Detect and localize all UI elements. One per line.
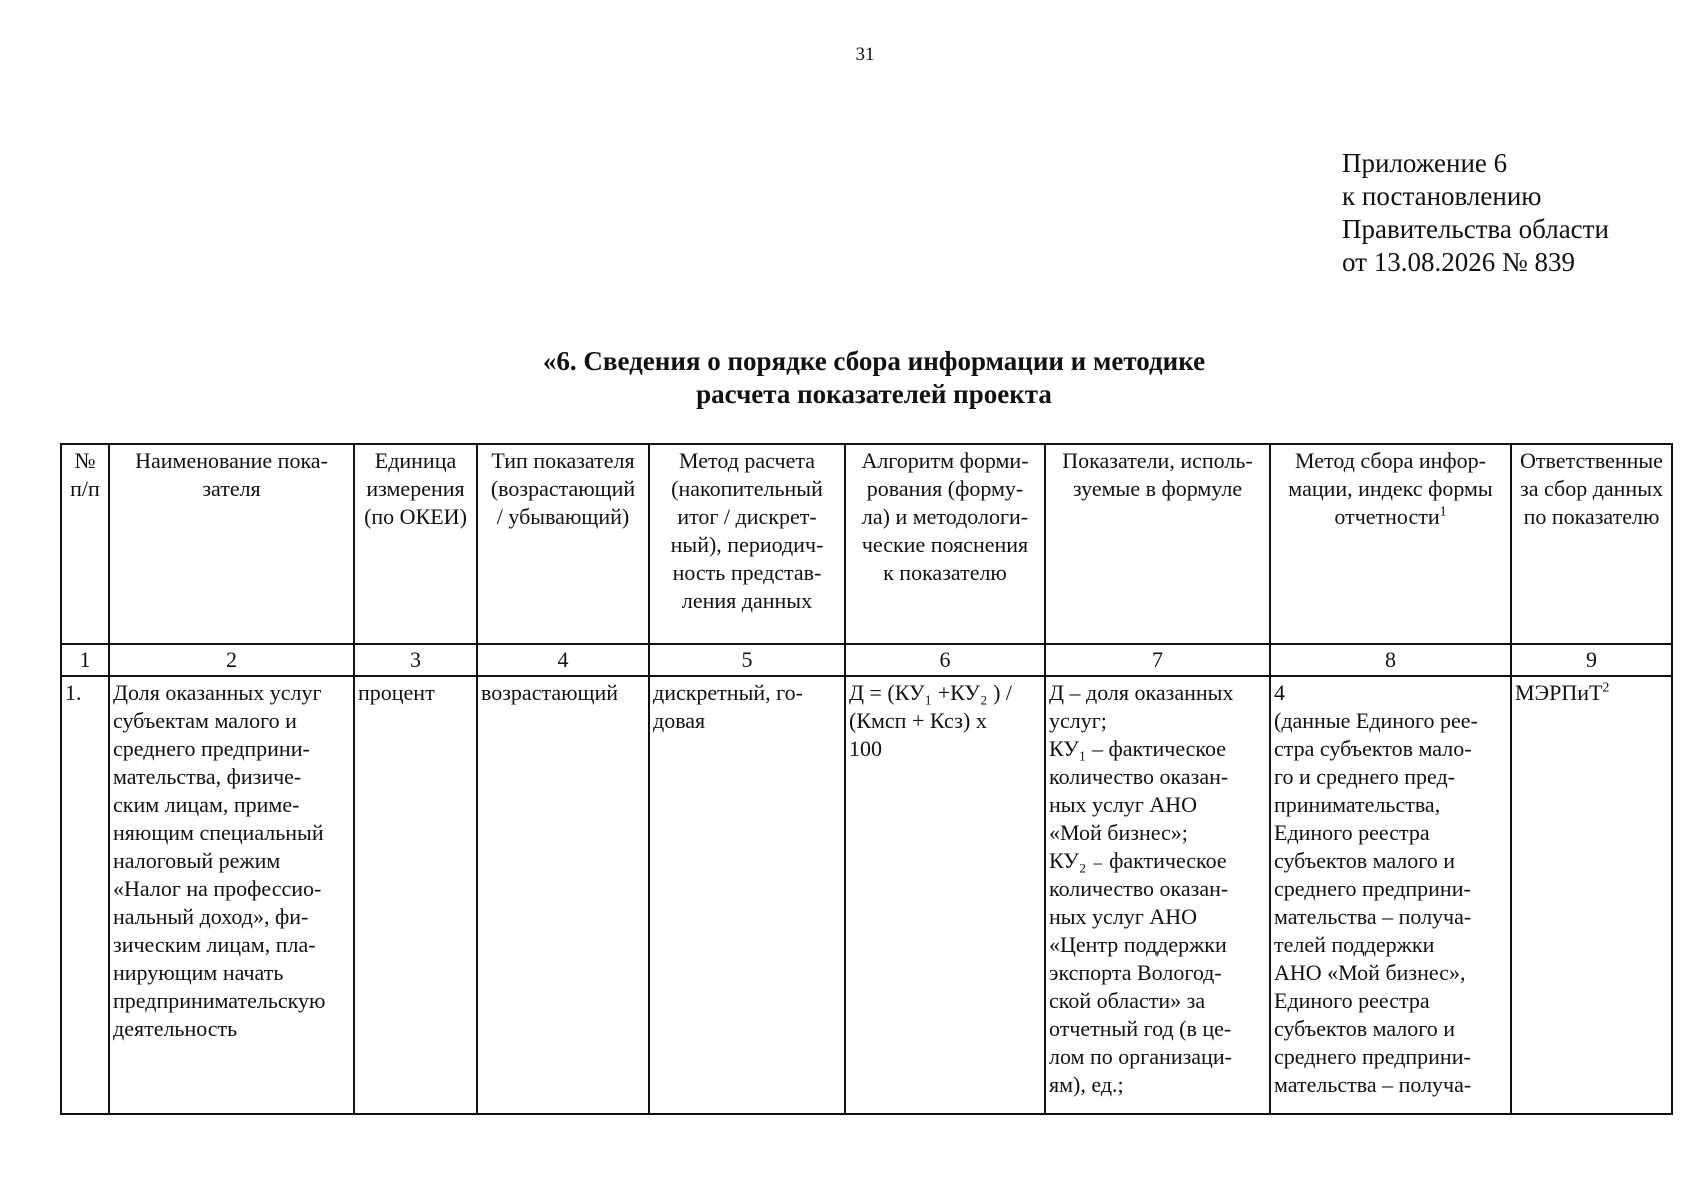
column-number: 4 xyxy=(477,644,649,676)
page-number: 31 xyxy=(855,44,875,65)
header-cell-responsible: Ответственные за сбор данных по показателю xyxy=(1511,444,1672,644)
type-cell: возрастающий xyxy=(477,676,649,1114)
unit-cell: процент xyxy=(354,676,477,1114)
method-cell: дискретный, го- довая xyxy=(649,676,845,1114)
row-number: 1. xyxy=(61,676,109,1114)
header-cell-unit: Единица измерения (по ОКЕИ) xyxy=(354,444,477,644)
appendix-line: к постановлению xyxy=(1342,181,1542,211)
indicator-name: Доля оказанных услуг субъектам малого и среднего предприни- мательства, физиче- ским лицам, приме- няющим специальный налоговый режим «Налог на профессио- нальный доход», фи- зическим лицам, пла- нирующим начать предпринимательскую деятельность xyxy=(109,676,354,1114)
appendix-block xyxy=(1342,147,1609,279)
document-title xyxy=(0,345,1702,411)
column-number: 2 xyxy=(109,644,354,676)
column-number: 5 xyxy=(649,644,845,676)
appendix-line: Правительства области xyxy=(1342,214,1609,244)
appendix-line: от 13.08.2026 № 839 xyxy=(1342,247,1575,277)
formula-cell: Д = (КУ₁ +КУ₂ ) / (Кмсп + Ксз) х 100 xyxy=(845,676,1045,1114)
footnote-marker: 2 xyxy=(1602,680,1610,696)
column-number: 1 xyxy=(61,644,109,676)
footnote-marker: 1 xyxy=(1439,504,1447,520)
column-number: 8 xyxy=(1270,644,1511,676)
title-line: расчета показателей проекта xyxy=(696,379,1052,409)
indicators-cell: Д – доля оказанных услуг; КУ₁ – фактическое количество оказан- ных услуг АНО «Мой бизнес»; КУ₂ ₋ фактическое количество оказан- ных услуг АНО «Центр поддержки экспорта Вологод- ской области» за отчетный год (в це- лом по организаци- ям), ед.; xyxy=(1045,676,1270,1114)
table-row xyxy=(61,676,1672,1114)
appendix-line: Приложение 6 xyxy=(1342,148,1508,178)
header-cell-indicators: Показатели, исполь- зуемые в формуле xyxy=(1045,444,1270,644)
title-line: «6. Сведения о порядке сбора информации и методике xyxy=(542,346,1206,376)
header-cell-type: Тип показателя (возрастающий / убывающий) xyxy=(477,444,649,644)
responsible-cell: МЭРПиТ$^2$ xyxy=(1511,676,1672,1114)
column-number: 9 xyxy=(1511,644,1672,676)
indicators-table xyxy=(60,443,1673,1115)
header-cell-formula: Алгоритм форми- рования (форму- ла) и методологи- ческие пояснения к показателю xyxy=(845,444,1045,644)
column-number: 7 xyxy=(1045,644,1270,676)
column-number-row xyxy=(61,644,1672,676)
header-cell-name: Наименование пока- зателя xyxy=(109,444,354,644)
table-header-row xyxy=(61,444,1672,644)
column-number: 6 xyxy=(845,644,1045,676)
header-cell-number: № п/п xyxy=(61,444,109,644)
header-cell-collection: Метод сбора инфор- мации, индекс формы отчетности$^1$ xyxy=(1270,444,1511,644)
header-cell-method: Метод расчета (накопительный итог / дискрет- ный), периодич- ность представ- ления данных xyxy=(649,444,845,644)
collection-cell: 4 (данные Единого рее- стра субъектов мало- го и среднего пред- принимательства, Единого реестра субъектов малого и среднего предприни- мательства – получа- телей поддержки АНО «Мой бизнес», Единого реестра субъектов малого и среднего предприни- мательства – получа- xyxy=(1270,676,1511,1114)
column-number: 3 xyxy=(354,644,477,676)
